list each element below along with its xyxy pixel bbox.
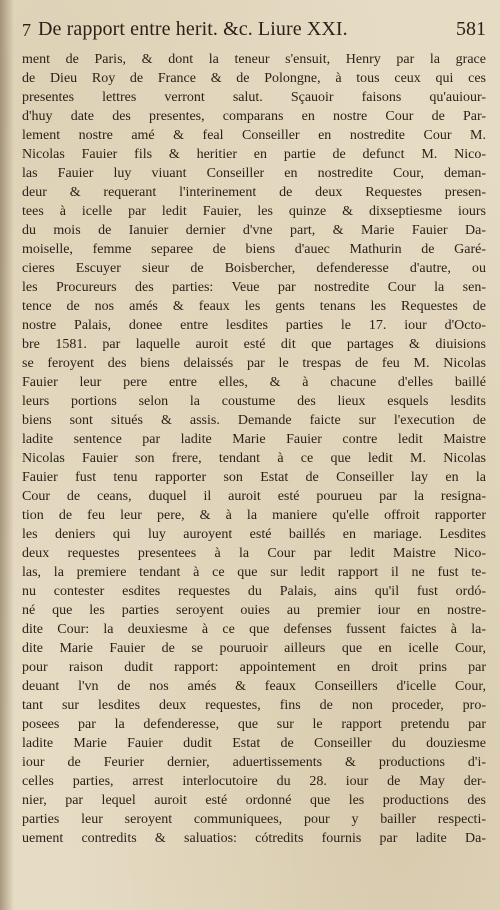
text-body [22, 50, 486, 848]
text-line: dite Cour: la deuxiesme à ce que defenses fussent faictes à la- [22, 622, 486, 637]
text-line: Nicolas Fauier son frere, tendant à ce que ledit M. Nicolas [22, 451, 486, 466]
running-header [22, 18, 488, 48]
text-line: presentes lettres verront salut. Sçauoir faisons qu'auiour- [22, 90, 486, 105]
text-line: ladite Marie Fauier dudit Estat de Conseiller du douziesme [22, 736, 486, 751]
page-gutter-shadow [0, 0, 14, 910]
text-line: les deniers qui luy auroyent esté baillés en mariage. Lesdites [22, 527, 486, 542]
text-line: Fauier leur pere entre elles, & à chacune d'elles baillé [22, 375, 486, 390]
folio-number: 581 [456, 18, 486, 40]
text-line: nier, par lequel auroit esté ordonné que les productions des [22, 793, 486, 808]
text-line: nostre Palais, donee entre lesdites parties le 17. iour d'Octo- [22, 318, 486, 333]
text-line: posees par la defenderesse, que sur le rapport pretendu par [22, 717, 486, 732]
text-line: tion de feu leur pere, & à la maniere qu'elle offroit rapporter [22, 508, 486, 523]
text-line: las, la premiere tendant à ce que sur ledit rapport il ne fust te- [22, 565, 486, 580]
text-line: uement contredits & saluatios: cótredits fournis par ladite Da- [22, 831, 486, 846]
text-line: tence de nos amés & feaux les gents tenans les Requestes de [22, 299, 486, 314]
text-line: deuant l'vn de nos amés & feaux Conseillers d'icelle Cour, [22, 679, 486, 694]
text-line: leurs portions selon la coustume des lieux esquels lesdits [22, 394, 486, 409]
text-line: du mois de Ianuier dernier d'vne part, & Marie Fauier Da- [22, 223, 486, 238]
text-line: celles parties, arrest interlocutoire du 28. iour de May der- [22, 774, 486, 789]
text-line: les Procureurs des parties: Veue par nostredite Cour la sen- [22, 280, 486, 295]
text-line: Fauier fust tenu rapporter son Estat de Conseiller lay en la [22, 470, 486, 485]
text-line: ladite sentence par ladite Marie Fauier contre ledit Maistre [22, 432, 486, 447]
text-line: las Fauier luy viuant Conseiller en nostredite Cour, deman- [22, 166, 486, 181]
text-line: tant sur lesdites deux requestes, fins de non proceder, pro- [22, 698, 486, 713]
text-line: ment de Paris, & dont la teneur s'ensuit, Henry par la grace [22, 52, 486, 67]
text-line: tees à icelle par ledit Fauier, les quinze & dixseptiesme iours [22, 204, 486, 219]
text-line: nu contester esdites requestes du Palais, ains qu'il fust ordó- [22, 584, 486, 599]
text-line: biens sont situés & assis. Demande faicte sur l'execution de [22, 413, 486, 428]
signature-mark: 7 [22, 20, 31, 40]
text-line: de Dieu Roy de France & de Polongne, à tous ceux qui ces [22, 71, 486, 86]
text-line: deux requestes presentees à la Cour par ledit Maistre Nico- [22, 546, 486, 561]
text-line: moiselle, femme separee de biens d'auec Mathurin de Garé- [22, 242, 486, 257]
text-line: bre 1581. par laquelle auroit esté dit que partages & diuisions [22, 337, 486, 352]
running-title: De rapport entre herit. &c. Liure XXI. [38, 18, 348, 40]
text-line: d'huy date des presentes, comparans en nostre Cour de Par- [22, 109, 486, 124]
text-line: parties leur seroyent communiquees, pour y bailler respecti- [22, 812, 486, 827]
text-line: Nicolas Fauier fils & heritier en partie de defunct M. Nico- [22, 147, 486, 162]
text-line: deur & requerant l'interinement de deux Requestes presen- [22, 185, 486, 200]
text-line: iour de Feurier dernier, aduertissements & productions d'i- [22, 755, 486, 770]
text-line: se feroyent des biens delaissés par le trespas de feu M. Nicolas [22, 356, 486, 371]
text-line: dite Marie Fauier de se pouruoir ailleurs que en icelle Cour, [22, 641, 486, 656]
text-line: cieres Escuyer sieur de Boisbercher, defenderesse d'autre, ou [22, 261, 486, 276]
text-line: lement nostre amé & feal Conseiller en nostredite Cour M. [22, 128, 486, 143]
text-line: pour raison dudit rapport: appointement en droit prins par [22, 660, 486, 675]
text-line: né que les parties seroyent ouies au premier iour en nostre- [22, 603, 486, 618]
text-line: Cour de ceans, duquel il auroit esté pourueu par la resigna- [22, 489, 486, 504]
